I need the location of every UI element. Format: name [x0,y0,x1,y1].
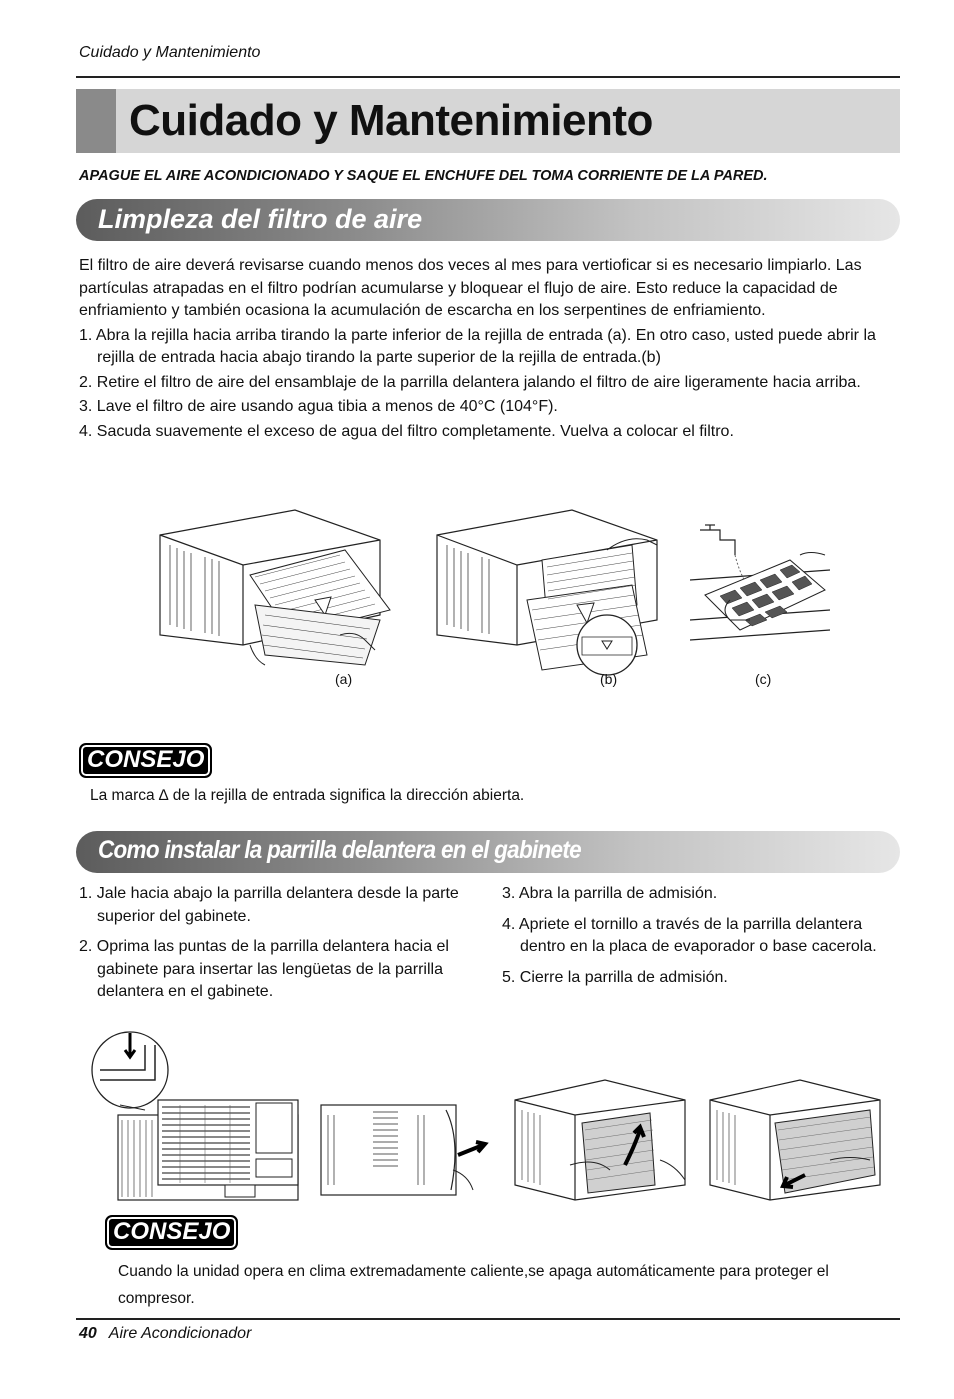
figure-install-front-grille [90,1025,300,1205]
install-step-1: 1. Jale hacia abajo la parrilla delantera desde la parte superior del gabinete. [79,885,459,925]
install-step-4: 4. Apriete el tornillo a través de la parrilla delantera dentro en la placa de evaporador o base cacerola. [502,915,877,955]
install-step-5: 5. Cierre la parrilla de admisión. [502,968,728,986]
figure-close-intake-grille [705,1075,895,1205]
figure-b-open-grille-downward [432,505,672,690]
install-step-3: 3. Abra la parrilla de admisión. [502,885,718,902]
install-steps-left [79,883,479,1004]
step-4: 4. Sacuda suavemente el exceso de agua del filtro completamente. Vuelva a colocar el filtro. [79,422,734,440]
running-header: Cuidado y Mantenimiento [79,44,261,61]
section-heading-text: Como instalar la parrilla delantera en el gabinete [98,836,581,864]
section-heading-filter [76,199,900,241]
caption-b: (b) [600,671,618,687]
caption-c: (c) [755,671,772,687]
page-footer [79,1325,251,1343]
page-title: Cuidado y Mantenimiento [129,96,653,145]
section-heading-text: Limpleza del filtro de aire [98,204,423,234]
tip-badge-1: CONSEJO [79,743,212,778]
install-step-2: 2. Oprima las puntas de la parrilla delantera hacia el gabinete para insertar las lengüetas de la parrilla delantera en el gabinete. [79,938,449,1000]
caption-a: (a) [335,671,353,687]
title-band [76,89,900,153]
figure-a-open-grille-upward [155,505,405,680]
install-steps-right [502,883,897,989]
figure-open-intake-grille [510,1075,700,1205]
intro-paragraph: El filtro de aire deverá revisarse cuando menos dos veces al mes para vertioficar si es necesario limpiarlo. Las partículas atrapadas en el filtro podrían acumularse y bloquear el flujo de aire. Esto reduce la capacidad de enfriamiento y también ocasiona la acumulación de escarcha en los serpentines de enfriamiento. [79,257,862,319]
figure-c-wash-filter [690,520,830,670]
tip-text-2: Cuando la unidad opera en clima extremadamente caliente,se apaga automáticamente para proteger el compresor. [118,1263,829,1307]
header-rule [76,76,900,78]
step-2: 2. Retire el filtro de aire del ensamblaje de la parrilla delantera jalando el filtro de aire ligeramente hacia arriba. [79,373,861,391]
page-number: 40 [79,1325,97,1342]
figure-insert-tabs [318,1090,498,1200]
tip-badge-2: CONSEJO [105,1215,238,1250]
filter-instructions [79,255,899,443]
section-heading-front-grille [76,831,900,873]
title-accent-block [76,89,116,153]
step-1: 1. Abra la rejilla hacia arriba tirando la parte inferior de la rejilla de entrada (a). En otro caso, usted puede abrir la rejilla de entrada hacia abajo tirando la parte superior de la rejilla de entrada.(b) [79,326,876,366]
footer-rule [76,1318,900,1320]
footer-product-name: Aire Acondicionador [108,1325,252,1342]
tip-text-1: La marca ∆ de la rejilla de entrada significa la dirección abierta. [90,787,525,804]
step-3: 3. Lave el filtro de aire usando agua tibia a menos de 40°C (104°F). [79,398,558,415]
safety-warning: APAGUE EL AIRE ACONDICIONADO Y SAQUE EL ENCHUFE DEL TOMA CORRIENTE DE LA PARED. [79,168,768,184]
